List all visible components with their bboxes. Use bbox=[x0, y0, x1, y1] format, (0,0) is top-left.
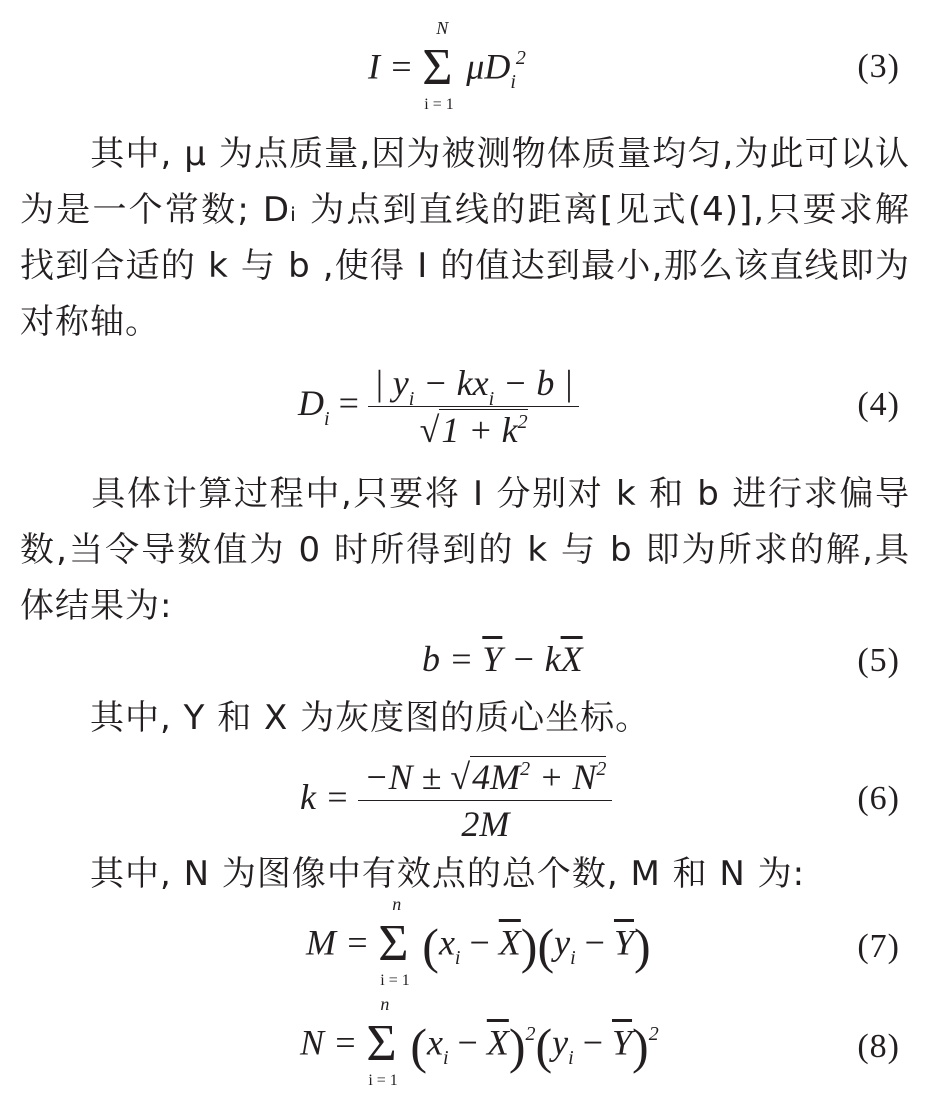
paragraph-1: 其中, μ 为点质量,因为被测物体质量均匀,为此可以认为是一个常数; Dᵢ 为点到直线的距离[见式(4)],只要求解找到合适的 k 与 b ,使得 I 的值达到最小,那么该直线即为对称轴。 bbox=[20, 134, 910, 342]
equation-8-number: (8) bbox=[857, 1028, 900, 1065]
equation-4-formula: $D_i$ = $\frac{| y_i - kx_i - b |}{√1 + k^2}$ bbox=[298, 362, 579, 451]
equation-4-number: (4) bbox=[857, 386, 900, 423]
equation-6-number: (6) bbox=[857, 780, 900, 817]
equation-5-number: (5) bbox=[857, 642, 900, 679]
equation-7 bbox=[0, 894, 940, 1002]
equation-5-formula: $b = \overline{Y} - k\overline{X}$ bbox=[422, 639, 583, 679]
paragraph-2: 具体计算过程中,只要将 I 分别对 k 和 b 进行求偏导数,当令导数值为 0 时所得到的 k 与 b 即为所求的解,具体结果为: bbox=[20, 474, 910, 626]
equation-8-formula: N = Σ n i = 1 $(x_i - \overline{X})^2(y_i - \overline{Y})^2$ bbox=[300, 994, 659, 1089]
equation-7-number: (7) bbox=[857, 928, 900, 965]
equation-3-number: (3) bbox=[857, 48, 900, 85]
summation-symbol: Σ n i = 1 bbox=[378, 894, 410, 989]
paragraph-3: 其中, Y 和 X 为灰度图的质心坐标。 bbox=[20, 698, 651, 738]
paragraph-4: 其中, N 为图像中有效点的总个数, M 和 N 为: bbox=[20, 854, 806, 894]
equation-3-lhs: I = bbox=[368, 46, 414, 87]
summation-symbol: Σ n i = 1 bbox=[366, 994, 398, 1089]
equation-6-formula: k = $\frac{-N \pm √4M^2 + N^2}{2M}$ bbox=[300, 756, 612, 845]
equation-4 bbox=[0, 360, 940, 460]
equation-3-formula: I = Σ N i = 1 $\mu D_i^2$ bbox=[368, 18, 526, 113]
equation-6-fraction: $\frac{-N \pm √4M^2 + N^2}{2M}$ bbox=[358, 756, 612, 845]
equation-8 bbox=[0, 994, 940, 1102]
equation-5 bbox=[0, 638, 940, 688]
equation-7-formula: M = Σ n i = 1 $(x_i - \overline{X})(y_i - \overline{Y})$ bbox=[306, 894, 651, 989]
equation-6 bbox=[0, 752, 940, 852]
equation-4-fraction: $\frac{| y_i - kx_i - b |}{√1 + k^2}$ bbox=[368, 362, 579, 451]
equation-3 bbox=[0, 18, 940, 113]
summation-symbol: Σ N i = 1 bbox=[422, 18, 454, 113]
